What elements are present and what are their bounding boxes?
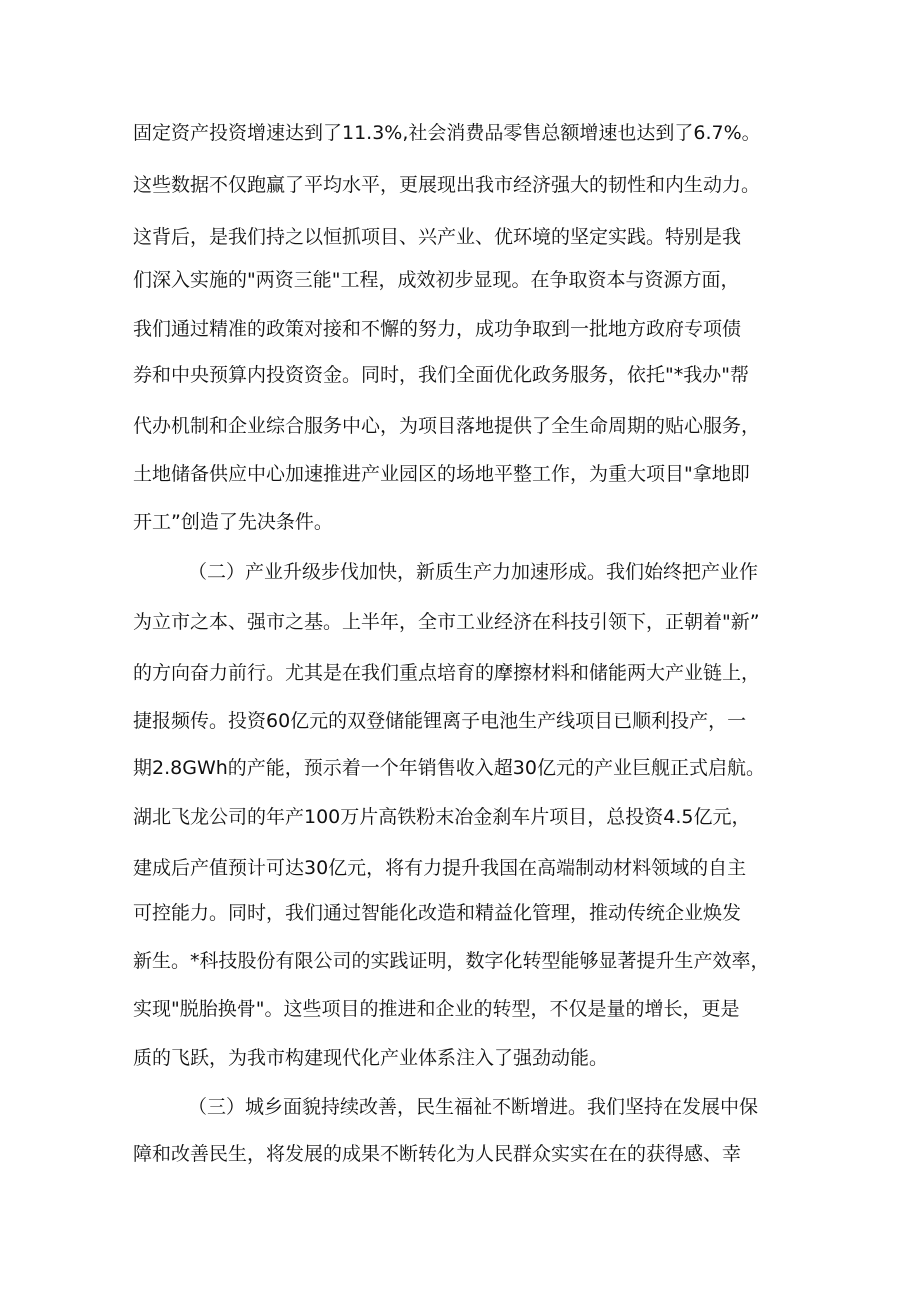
text-line: 这些数据不仅跑赢了平均水平，更展现出我市经济强大的韧性和内生动力。	[133, 174, 761, 196]
text-line: 障和改善民生，将发展的成果不断转化为人民群众实实在在的获得感、幸	[133, 1143, 742, 1165]
text-line: 们深入实施的"两资三能"工程，成效初步显现。在争取资本与资源方面，	[133, 269, 740, 291]
text-line: 我们通过精准的政策对接和不懈的努力，成功争取到一批地方政府专项债	[133, 318, 742, 340]
text-line: 固定资产投资增速达到了11.3%,社会消费品零售总额增速也达到了6.7%。	[133, 122, 761, 144]
text-line: 湖北飞龙公司的年产100万片高铁粉末冶金刹车片项目，总投资4.5亿元，	[133, 806, 751, 828]
text-line: 建成后产值预计可达30亿元，将有力提升我国在高端制动材料领域的自主	[133, 857, 747, 879]
text-line: 捷报频传。投资60亿元的双登储能锂离子电池生产线项目已顺利投产，一	[133, 710, 747, 732]
text-line: 开工”创造了先决条件。	[133, 511, 333, 533]
text-line: 实现"脱胎换骨"。这些项目的推进和企业的转型，不仅是量的增长，更是	[133, 998, 740, 1020]
text-line: 土地储备供应中心加速推进产业园区的场地平整工作，为重大项目"拿地即	[133, 463, 750, 485]
text-line: 质的飞跃，为我市构建现代化产业体系注入了强劲动能。	[133, 1047, 609, 1069]
text-line: 新生。*科技股份有限公司的实践证明，数字化转型能够显著提升生产效率，	[133, 950, 770, 972]
text-line: 券和中央预算内投资资金。同时，我们全面优化政务服务，依托"*我办"帮	[133, 364, 749, 386]
text-line: 为立市之本、强市之基。上半年，全市工业经济在科技引领下，正朝着"新”	[133, 611, 760, 633]
section-heading-line: （二）产业升级步伐加快，新质生产力加速形成。我们始终把产业作	[188, 561, 759, 583]
text-line: 期2.8GWh的产能，预示着一个年销售收入超30亿元的产业巨舰正式启航。	[133, 757, 765, 779]
section-heading-line: （三）城乡面貌持续改善，民生福祉不断增进。我们坚持在发展中保	[188, 1096, 759, 1118]
text-line: 代办机制和企业综合服务中心，为项目落地提供了全生命周期的贴心服务，	[133, 415, 761, 437]
text-line: 的方向奋力前行。尤其是在我们重点培育的摩擦材料和储能两大产业链上，	[133, 662, 761, 684]
text-line: 可控能力。同时，我们通过智能化改造和精益化管理，推动传统企业焕发	[133, 902, 742, 924]
text-line: 这背后，是我们持之以恒抓项目、兴产业、优环境的坚定实践。特别是我	[133, 226, 742, 248]
